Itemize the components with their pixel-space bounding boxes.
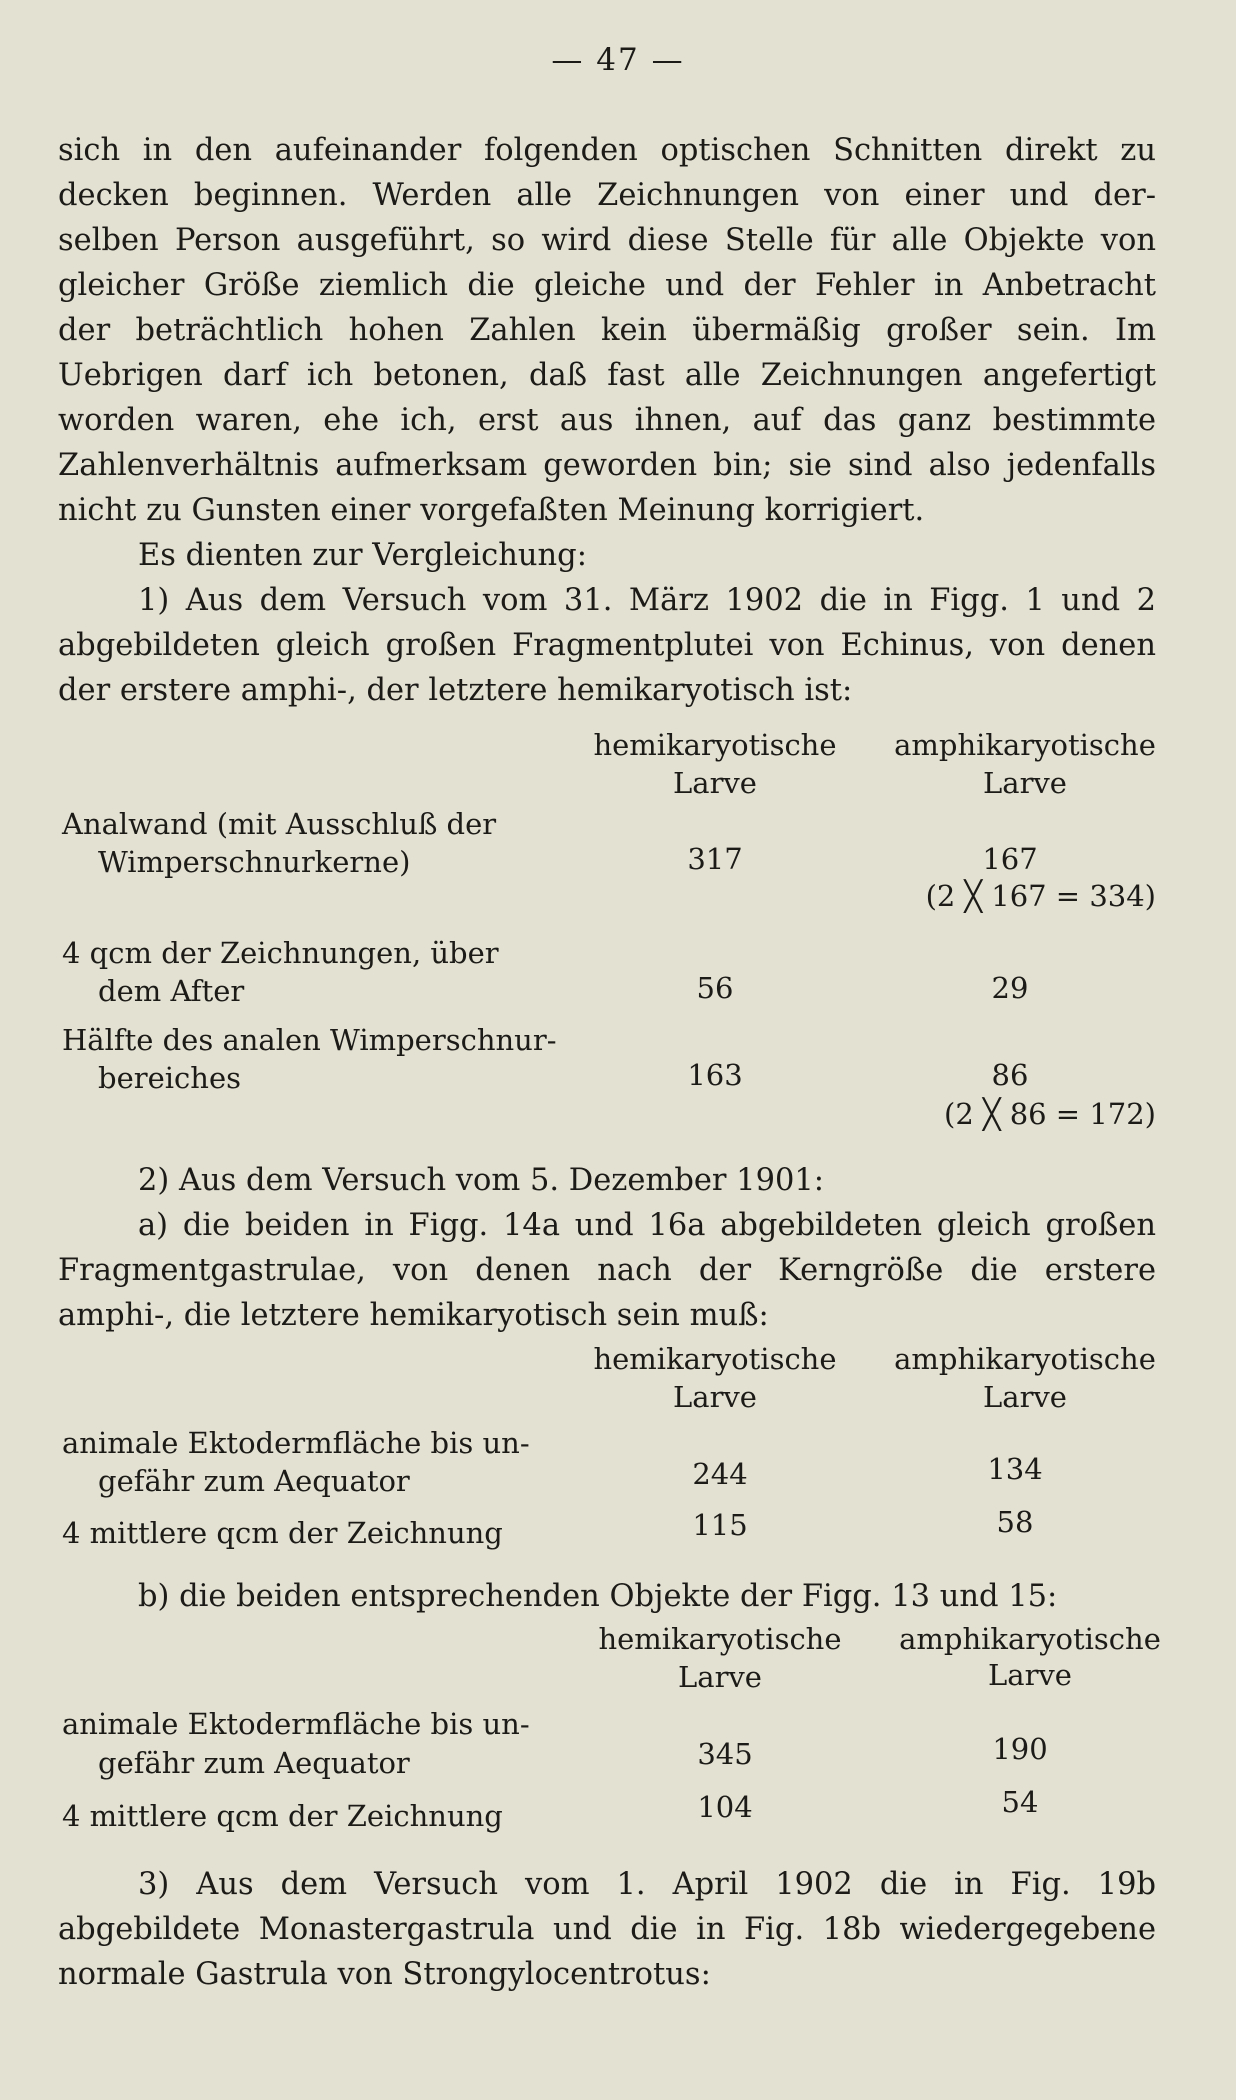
calculation-note: (2 ╳ 86 = 172) xyxy=(944,1097,1156,1131)
col-header-larve: Larve xyxy=(673,1380,757,1414)
value-amphi: 58 xyxy=(996,1505,1034,1539)
row-label: bereiches xyxy=(98,1061,241,1095)
col-header-amphi: amphikaryotische xyxy=(894,728,1156,762)
col-header-hemi: hemikaryotische xyxy=(593,728,837,762)
col-header-larve: Larve xyxy=(988,1658,1072,1692)
section-2b xyxy=(58,1574,1156,1619)
col-header-hemi: hemikaryotische xyxy=(593,1342,837,1376)
text-line: der beträchtlich hohen Zahlen kein übermäßig großer sein. Im xyxy=(58,313,1156,348)
value-hemi: 56 xyxy=(696,971,734,1005)
row-label: gefähr zum Aequator xyxy=(98,1464,410,1498)
row-label: 4 mittlere qcm der Zeichnung xyxy=(62,1516,503,1550)
section-2 xyxy=(58,1158,1156,1338)
value-hemi: 115 xyxy=(692,1508,748,1542)
text-line: Uebrigen darf ich betonen, daß fast alle Zeichnungen angefertigt xyxy=(58,358,1156,393)
value-amphi: 190 xyxy=(992,1732,1048,1766)
paragraph-1 xyxy=(58,128,1156,713)
col-header-larve: Larve xyxy=(983,1380,1067,1414)
text-line: worden waren, ehe ich, erst aus ihnen, auf das ganz bestimmte xyxy=(58,403,1156,438)
calculation-note: (2 ╳ 167 = 334) xyxy=(925,879,1156,913)
text-line: Fragmentgastrulae, von denen nach der Kerngröße die erstere xyxy=(58,1253,1156,1288)
page-number: — 47 — xyxy=(551,42,685,78)
col-header-larve: Larve xyxy=(678,1660,762,1694)
text-line: abgebildeten gleich großen Fragmentplutei von Echinus, von denen xyxy=(58,628,1156,663)
section-2a-heading: a) die beiden in Figg. 14a und 16a abgebildeten gleich großen xyxy=(138,1208,1156,1243)
col-header-amphi: amphikaryotische xyxy=(894,1342,1156,1376)
row-label: Wimperschnurkerne) xyxy=(98,845,411,879)
section-2b-heading: b) die beiden entsprechenden Objekte der Figg. 13 und 15: xyxy=(138,1579,1058,1614)
text-line: sich in den aufeinander folgenden optischen Schnitten direkt zu xyxy=(58,133,1156,168)
value-amphi: 29 xyxy=(991,971,1029,1005)
section-3-heading: 3) Aus dem Versuch vom 1. April 1902 die in Fig. 19b xyxy=(138,1867,1156,1902)
value-amphi: 167 xyxy=(982,842,1038,876)
row-label: 4 mittlere qcm der Zeichnung xyxy=(62,1799,503,1833)
text-line: Zahlenverhältnis aufmerksam geworden bin; sie sind also jedenfalls xyxy=(58,448,1156,483)
text-line: amphi-, die letztere hemikaryotisch sein muß: xyxy=(58,1298,769,1333)
row-label: 4 qcm der Zeichnungen, über xyxy=(62,936,499,970)
col-header-larve: Larve xyxy=(983,766,1067,800)
row-label: gefähr zum Aequator xyxy=(98,1746,410,1780)
value-hemi: 244 xyxy=(692,1457,748,1491)
text-line: decken beginnen. Werden alle Zeichnungen von einer und der- xyxy=(58,178,1156,213)
text-line: selben Person ausgeführt, so wird diese Stelle für alle Objekte von xyxy=(58,223,1156,258)
value-amphi: 54 xyxy=(1001,1785,1039,1819)
col-header-hemi: hemikaryotische xyxy=(598,1622,842,1656)
section-2-heading: 2) Aus dem Versuch vom 5. Dezember 1901: xyxy=(138,1163,825,1198)
value-hemi: 163 xyxy=(687,1058,743,1092)
row-label: animale Ektodermfläche bis un- xyxy=(62,1707,530,1741)
text-line: nicht zu Gunsten einer vorgefaßten Meinung korrigiert. xyxy=(58,493,925,528)
value-hemi: 317 xyxy=(687,842,743,876)
col-header-larve: Larve xyxy=(673,766,757,800)
value-amphi: 134 xyxy=(987,1452,1043,1486)
intro-line: Es dienten zur Vergleichung: xyxy=(138,538,587,573)
value-hemi: 104 xyxy=(697,1790,753,1824)
value-amphi: 86 xyxy=(991,1058,1029,1092)
row-label: Analwand (mit Ausschluß der xyxy=(62,807,497,841)
col-header-amphi: amphikaryotische xyxy=(899,1622,1161,1656)
text-line: normale Gastrula von Strongylocentrotus: xyxy=(58,1957,711,1992)
value-hemi: 345 xyxy=(697,1737,753,1771)
text-line: abgebildete Monastergastrula und die in Fig. 18b wiedergegebene xyxy=(58,1912,1156,1947)
row-label: dem After xyxy=(98,974,245,1008)
text-line: gleicher Größe ziemlich die gleiche und der Fehler in Anbetracht xyxy=(58,268,1156,303)
row-label: animale Ektodermfläche bis un- xyxy=(62,1426,530,1460)
section-3 xyxy=(58,1862,1156,1997)
row-label: Hälfte des analen Wimperschnur- xyxy=(62,1023,557,1057)
text-line: der erstere amphi-, der letztere hemikaryotisch ist: xyxy=(58,673,853,708)
section-1-heading: 1) Aus dem Versuch vom 31. März 1902 die in Figg. 1 und 2 xyxy=(138,583,1156,618)
